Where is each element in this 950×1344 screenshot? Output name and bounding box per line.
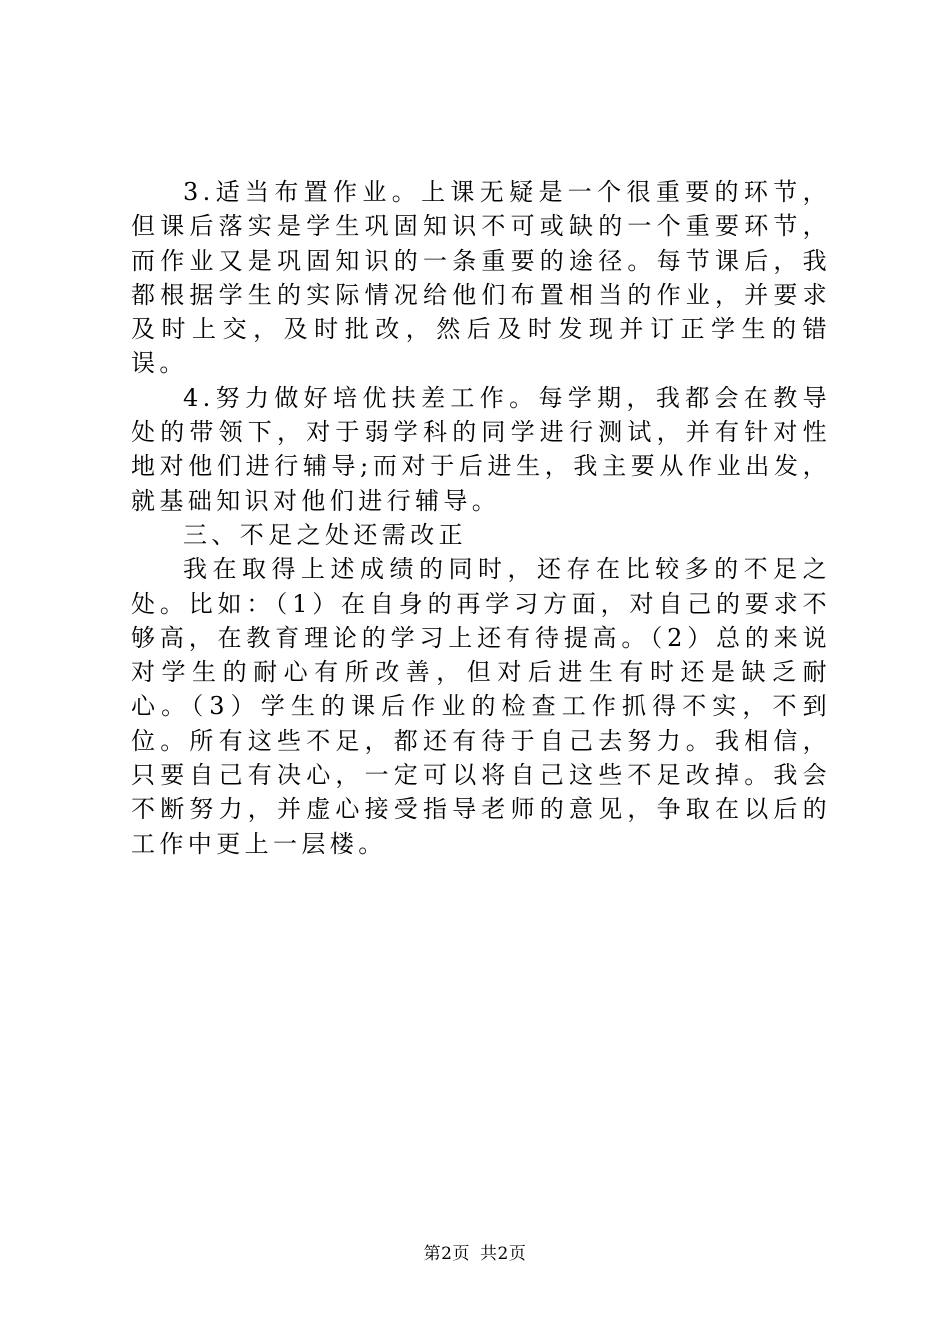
paragraph-shortcomings: 我在取得上述成绩的同时，还存在比较多的不足之处。比如：（1）在自身的再学习方面，对自己的要求不够高，在教育理论的学习上还有待提高。（2）总的来说对学生的耐心有所改善，但对后进生有时还是缺乏耐心。（3）学生的课后作业的检查工作抓得不实，不到位。所有这些不足，都还有待于自己去努力。我相信，只要自己有决心，一定可以将自己这些不足改掉。我会不断努力，并虚心接受指导老师的意见，争取在以后的工作中更上一层楼。 <box>131 555 831 858</box>
document-body <box>131 175 831 861</box>
page-number: 第2页 <box>423 1244 470 1264</box>
paragraph-assign-homework: 3.适当布置作业。上课无疑是一个很重要的环节，但课后落实是学生巩固知识不可或缺的一个重要环节，而作业又是巩固知识的一条重要的途径。每节课后，我都根据学生的实际情况给他们布置相当的作业，并要求及时上交，及时批改，然后及时发现并订正学生的错误。 <box>131 178 831 378</box>
page-footer <box>0 1243 950 1265</box>
page-total: 共2页 <box>480 1244 527 1264</box>
paragraph-tutoring-work: 4.努力做好培优扶差工作。每学期，我都会在教导处的带领下，对于弱学科的同学进行测试，并有针对性地对他们进行辅导;而对于后进生，我主要从作业出发，就基础知识对他们进行辅导。 <box>131 383 831 515</box>
section-heading-shortcomings: 三、不足之处还需改正 <box>183 520 467 549</box>
